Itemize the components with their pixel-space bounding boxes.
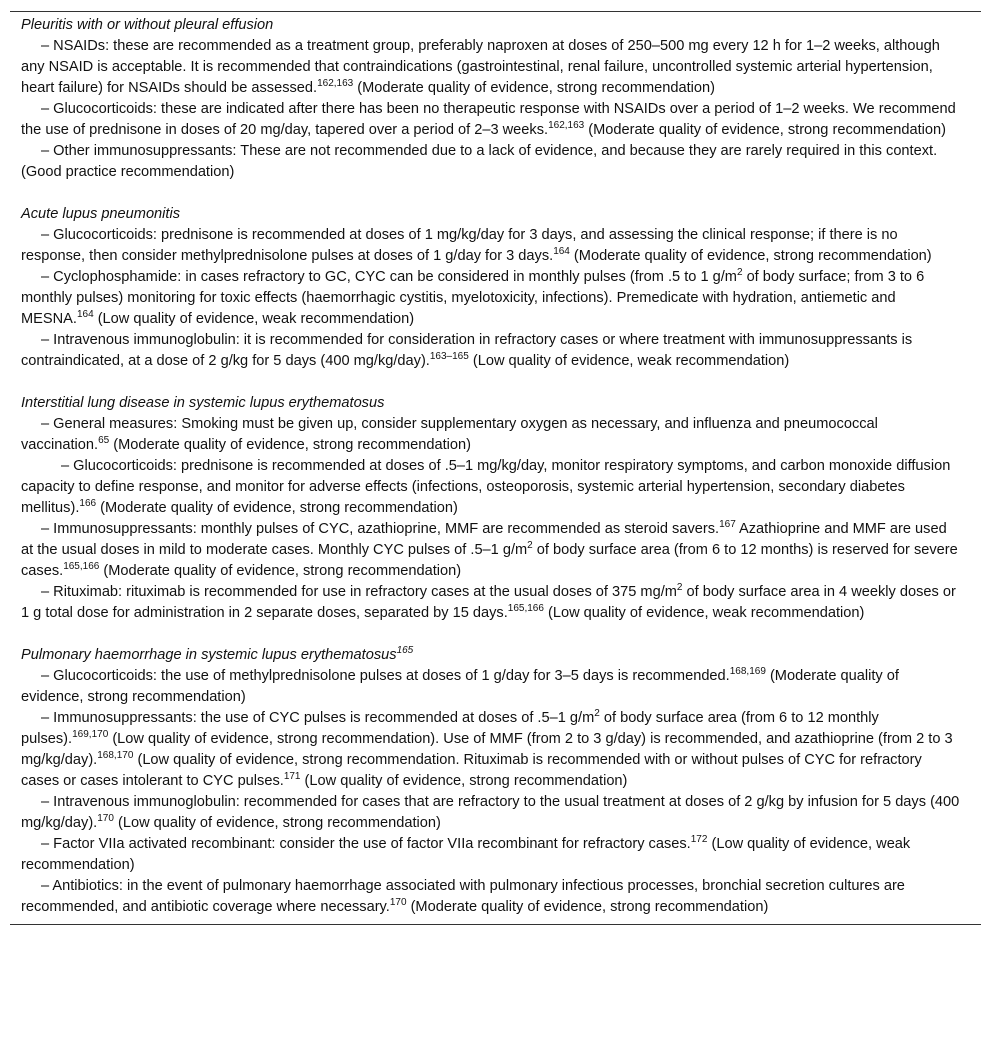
- section-title: Pleuritis with or without pleural effusion: [21, 17, 274, 33]
- list-item: – Antibiotics: in the event of pulmonary haemorrhage associated with pulmonary infectious processes, bronchial secretion cultures are recommended, and antibiotic coverage where necessary.$^{170}$ (Moderate quality of evidence, strong recommendation): [21, 878, 905, 915]
- list-item: – Intravenous immunoglobulin: it is recommended for consideration in refractory cases or where treatment with immunosuppressants is contraindicated, at a dose of 2 g/kg for 5 days (400 mg/kg/day).$^{163-165}$ (Low quality of evidence, weak recommendation): [21, 332, 913, 369]
- list-item: – Rituximab: rituximab is recommended for use in refractory cases at the usual doses of 375 $mg/m^2$ of body surface area in 4 weekly doses or 1 g total dose for administration in 2 separate doses, separated by 15 days.$^{165,166}$ (Low quality of evidence, weak recommendation): [21, 582, 956, 621]
- list-item: – Glucocorticoids: the use of methylprednisolone pulses at doses of 1 g/day for 3–5 days is recommended.$^{168,169}$ (Moderate quality of evidence, strong recommendation): [21, 666, 899, 705]
- list-item: – Immunosuppressants: the use of CYC pulses is recommended at doses of .5–1 $g/m^2$ of body surface area (from 6 to 12 monthly pulses).$^{169,170}$ (Low quality of evidence, strong recommendation). Use of MMF (from 2 to 3 g/day) is recommended, and azathioprine (from 2 to 3 mg/kg/day).$^{168,170}$ (Low quality of evidence, strong recommendation. Rituximab is recommended with or without pulses of CYC for refractory cases or cases intolerant to CYC pulses.$^{171}$ (Low quality of evidence, strong recommendation): [21, 708, 953, 789]
- list-item: – Cyclophosphamide: in cases refractory to GC, CYC can be considered in monthly pulses (from .5 to 1 $g/m^2$ of body surface; from 3 to 6 monthly pulses) monitoring for toxic effects (haemorrhagic cystitis, myelotoxicity, infections). Premedicate with hydration, antiemetic and MESNA.$^{164}$ (Low quality of evidence, weak recommendation): [21, 267, 925, 327]
- list-item: – Immunosuppressants: monthly pulses of CYC, azathioprine, MMF are recommended as steroid savers.$^{167}$ Azathioprine and MMF are used at the usual doses in mild to moderate cases. Monthly CYC pulses of .5–1 $g/m^2$ of body surface area (from 6 to 12 months) is reserved for severe cases.$^{165,166}$ (Moderate quality of evidence, strong recommendation): [21, 519, 958, 579]
- list-item: – Glucocorticoids: these are indicated after there has been no therapeutic response with NSAIDs over a period of 1–2 weeks. We recommend the use of prednisone in doses of 20 mg/day, tapered over a period of 2–3 weeks.$^{162,163}$ (Moderate quality of evidence, strong recommendation): [21, 101, 956, 138]
- list-item: – Intravenous immunoglobulin: recommended for cases that are refractory to the usual treatment at doses of 2 g/kg by infusion for 5 days (400 mg/kg/day).$^{170}$ (Low quality of evidence, strong recommendation): [21, 794, 960, 831]
- list-item: – NSAIDs: these are recommended as a treatment group, preferably naproxen at doses of 250–500 mg every 12 h for 1–2 weeks, although any NSAID is acceptable. It is recommended that contraindications (gastrointestinal, renal failure, uncontrolled systemic arterial hypertension, heart failure) for NSAIDs should be assessed.$^{162,163}$ (Moderate quality of evidence, strong recommendation): [21, 38, 940, 96]
- list-item: – General measures: Smoking must be given up, consider supplementary oxygen as necessary, and influenza and pneumococcal vaccination.$^{65}$ (Moderate quality of evidence, strong recommendation): [21, 416, 878, 453]
- list-item: – Glucocorticoids: prednisone is recommended at doses of 1 mg/kg/day for 3 days, and assessing the clinical response; if there is no response, then consider methylprednisolone pulses at doses of 1 g/day for 3 days.$^{164}$ (Moderate quality of evidence, strong recommendation): [21, 227, 932, 264]
- section-interstitial-lung-disease: [10, 393, 981, 624]
- section-acute-lupus-pneumonitis: [10, 204, 981, 372]
- section-pulmonary-haemorrhage: [10, 645, 981, 918]
- section-pleuritis: [10, 15, 981, 183]
- list-item: – Other immunosuppressants: These are not recommended due to a lack of evidence, and because they are rarely required in this context. (Good practice recommendation): [21, 143, 938, 180]
- list-item: – Factor VIIa activated recombinant: consider the use of factor VIIa recombinant for refractory cases.$^{172}$ (Low quality of evidence, weak recommendation): [21, 834, 911, 873]
- section-title: Acute lupus pneumonitis: [21, 206, 181, 222]
- list-item: – Glucocorticoids: prednisone is recommended at doses of .5–1 mg/kg/day, monitor respiratory symptoms, and carbon monoxide diffusion capacity to define response, and monitor for adverse effects (infections, osteoporosis, systemic arterial hypertension, secondary diabetes mellitus).$^{166}$ (Moderate quality of evidence, strong recommendation): [21, 458, 951, 516]
- section-title: Interstitial lung disease in systemic lupus erythematosus: [21, 395, 385, 411]
- section-title: Pulmonary haemorrhage in systemic lupus erythematosus$^{165}$: [21, 645, 414, 663]
- recommendations-table: [10, 11, 981, 925]
